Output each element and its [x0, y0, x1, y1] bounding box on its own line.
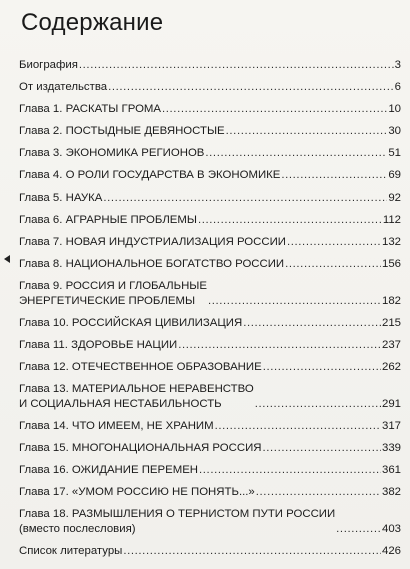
toc-leader-dots — [208, 294, 381, 309]
toc-entry-label: Глава 11. ЗДОРОВЬЕ НАЦИИ — [19, 338, 178, 351]
toc-entry-page: 182 — [381, 294, 401, 307]
toc-entry — [19, 80, 401, 95]
toc-leader-dots — [215, 419, 381, 434]
toc-entry-page: 92 — [388, 191, 401, 204]
toc-entry-page: 237 — [381, 338, 401, 351]
toc-entry-page: 156 — [381, 257, 401, 270]
toc-entry-label: Глава 13. МАТЕРИАЛЬНОЕ НЕРАВЕНСТВО И СОЦИАЛЬНАЯ НЕСТАБИЛЬНОСТЬ — [19, 382, 254, 410]
toc-entry-label: Глава 18. РАЗМЫШЛЕНИЯ О ТЕРНИСТОМ ПУТИ РОССИИ (вместо послесловия) — [19, 507, 336, 535]
toc-entry-page: 30 — [388, 125, 401, 138]
toc-entry-label: Глава 6. АГРАРНЫЕ ПРОБЛЕМЫ — [19, 213, 197, 226]
toc-entry-page: 51 — [388, 147, 401, 160]
toc-entry — [19, 360, 401, 375]
toc-entry-label: Глава 16. ОЖИДАНИЕ ПЕРЕМЕН — [19, 463, 199, 476]
toc-leader-dots — [199, 463, 381, 478]
toc-entry-page: 382 — [381, 485, 401, 498]
toc-entry-page: 6 — [394, 81, 401, 94]
toc-entry-label: Биография — [19, 59, 78, 71]
toc-entry — [19, 146, 401, 161]
toc-entry — [19, 124, 401, 139]
toc-leader-dots — [226, 124, 388, 139]
toc-entry-page: 10 — [388, 103, 401, 116]
toc-entry-label: Глава 12. ОТЕЧЕСТВЕННОЕ ОБРАЗОВАНИЕ — [19, 360, 262, 373]
toc-entry-page: 339 — [381, 441, 401, 454]
toc-leader-dots — [255, 397, 381, 412]
toc-entry-page: 426 — [381, 544, 401, 557]
toc-entry — [19, 338, 401, 353]
toc-leader-dots — [162, 102, 387, 117]
toc-entry-page: 3 — [394, 59, 401, 71]
toc-leader-dots — [243, 316, 381, 331]
toc-entry-label: Глава 7. НОВАЯ ИНДУСТРИАЛИЗАЦИЯ РОССИИ — [19, 235, 286, 248]
toc-entry-label: От издательства — [19, 81, 108, 94]
toc-entry — [19, 382, 401, 411]
toc-entry — [19, 168, 401, 183]
toc-entry-page: 317 — [381, 419, 401, 432]
toc-leader-dots — [123, 544, 381, 559]
toc-entry-label: Глава 1. РАСКАТЫ ГРОМА — [19, 103, 162, 116]
toc-entry-label: Глава 8. НАЦИОНАЛЬНОЕ БОГАТСТВО РОССИИ — [19, 257, 285, 270]
toc-entry-page: 291 — [381, 397, 401, 410]
toc-entry — [19, 58, 401, 73]
toc-leader-dots — [108, 80, 394, 95]
toc-entry-label: Глава 9. РОССИЯ И ГЛОБАЛЬНЫЕ ЭНЕРГЕТИЧЕСКИЕ ПРОБЛЕМЫ — [19, 279, 207, 307]
toc-leader-dots — [205, 146, 387, 161]
toc-entry-label: Глава 10. РОССИЙСКАЯ ЦИВИЛИЗАЦИЯ — [19, 316, 243, 329]
toc-entry — [19, 316, 401, 331]
toc-entry-label: Глава 5. НАУКА — [19, 191, 103, 204]
toc-entry — [19, 485, 401, 500]
toc-entry — [19, 279, 401, 308]
toc-leader-dots — [198, 213, 382, 228]
toc-entry — [19, 191, 401, 206]
toc-leader-dots — [263, 360, 381, 375]
toc-entry-page: 403 — [381, 522, 401, 535]
toc-leader-dots — [336, 522, 381, 537]
toc-entry-page: 361 — [381, 463, 401, 476]
toc-entry — [19, 213, 401, 228]
table-of-contents — [19, 58, 401, 558]
toc-entry-label: Глава 14. ЧТО ИМЕЕМ, НЕ ХРАНИМ — [19, 419, 214, 432]
toc-leader-dots — [178, 338, 381, 353]
toc-entry-label: Глава 15. МНОГОНАЦИОНАЛЬНАЯ РОССИЯ — [19, 441, 262, 454]
toc-leader-dots — [256, 485, 381, 500]
toc-leader-dots — [281, 168, 387, 183]
toc-entry — [19, 441, 401, 456]
toc-leader-dots — [103, 191, 387, 206]
toc-entry-label: Глава 2. ПОСТЫДНЫЕ ДЕВЯНОСТЫЕ — [19, 125, 225, 138]
toc-entry — [19, 507, 401, 536]
toc-entry-label: Глава 3. ЭКОНОМИКА РЕГИОНОВ — [19, 147, 205, 160]
page-title: Содержание — [21, 9, 164, 36]
toc-entry-page: 69 — [388, 169, 401, 182]
toc-entry — [19, 463, 401, 478]
toc-entry-page: 132 — [381, 235, 401, 248]
toc-entry — [19, 102, 401, 117]
toc-entry — [19, 257, 401, 272]
toc-leader-dots — [79, 58, 394, 73]
toc-entry — [19, 235, 401, 250]
toc-leader-dots — [263, 441, 381, 456]
toc-leader-dots — [285, 257, 381, 272]
toc-entry — [19, 544, 401, 559]
toc-entry-label: Список литературы — [19, 544, 123, 557]
toc-entry-page: 112 — [382, 213, 401, 226]
toc-entry-page: 262 — [381, 360, 401, 373]
toc-entry-label: Глава 4. О РОЛИ ГОСУДАРСТВА В ЭКОНОМИКЕ — [19, 169, 281, 182]
toc-entry-page: 215 — [381, 316, 401, 329]
page-corner-mark-icon — [4, 255, 10, 263]
toc-entry-label: Глава 17. «УМОМ РОССИЮ НЕ ПОНЯТЬ...» — [19, 485, 255, 498]
toc-leader-dots — [287, 235, 381, 250]
toc-entry — [19, 419, 401, 434]
